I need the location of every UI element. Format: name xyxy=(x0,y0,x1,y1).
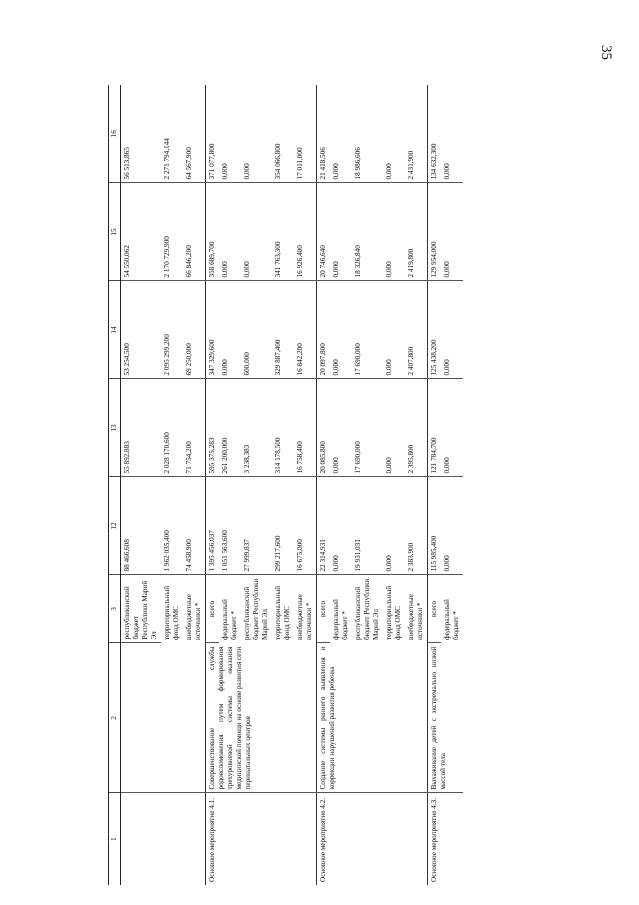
column-header: 15 xyxy=(109,183,121,281)
activity-label: Основное мероприятие 4.1. xyxy=(206,793,317,885)
table-header xyxy=(109,85,121,885)
activity-description: Выхаживание детей с экстремально низкой массой тела xyxy=(428,643,464,793)
amount-cell: 2 431,900 xyxy=(405,85,428,183)
amount-cell: 314 178,500 xyxy=(272,379,294,477)
column-header: 14 xyxy=(109,281,121,379)
amount-cell: 2 395,800 xyxy=(405,379,428,477)
amount-cell: 299 217,600 xyxy=(272,477,294,575)
table-row xyxy=(428,85,442,885)
amount-cell: 2 095 299,200 xyxy=(161,281,183,379)
amount-cell: 125 438,200 xyxy=(428,281,442,379)
amount-cell: 17 690,000 xyxy=(352,379,383,477)
amount-cell: 64 567,900 xyxy=(183,85,206,183)
activity-description xyxy=(121,643,206,793)
amount-cell: 354 066,800 xyxy=(272,85,294,183)
activity-label xyxy=(121,793,206,885)
amount-cell: 371 077,800 xyxy=(206,85,220,183)
amount-cell: 0,000 xyxy=(383,281,405,379)
funding-source: внебюджетные источники * xyxy=(185,594,202,640)
financing-table xyxy=(108,85,463,885)
amount-cell: 0,000 xyxy=(219,85,241,183)
funding-source: территориальный фонд ОМС xyxy=(385,585,402,640)
financing-table-sheet xyxy=(108,15,639,885)
amount-cell: 121 784,700 xyxy=(428,379,442,477)
amount-cell: 20 097,800 xyxy=(317,281,331,379)
amount-cell: 16 758,400 xyxy=(294,379,317,477)
amount-cell: 74 458,900 xyxy=(183,477,206,575)
table-row xyxy=(317,85,331,885)
amount-cell: 56 513,865 xyxy=(121,85,162,183)
funding-source: федеральный бюджет * xyxy=(221,599,238,640)
amount-cell: 18 986,606 xyxy=(352,85,383,183)
table-row xyxy=(206,85,220,885)
funding-source: республиканский бюджет Республики Марий Эл xyxy=(243,578,269,640)
column-header: 12 xyxy=(109,477,121,575)
amount-cell: 0,000 xyxy=(219,183,241,281)
amount-cell: 2 383,900 xyxy=(405,477,428,575)
page-number: 35 xyxy=(598,45,614,60)
amount-cell: 129 954,000 xyxy=(428,183,442,281)
amount-cell: 20 746,640 xyxy=(317,183,331,281)
amount-cell: 0,000 xyxy=(241,85,272,183)
amount-cell: 21 418,506 xyxy=(317,85,331,183)
amount-cell: 69 250,000 xyxy=(183,281,206,379)
amount-cell: 20 085,800 xyxy=(317,379,331,477)
funding-source: всего xyxy=(206,575,220,643)
header-row xyxy=(109,85,121,885)
amount-cell: 2 419,800 xyxy=(405,183,428,281)
amount-cell: 1 395 456,037 xyxy=(206,477,220,575)
amount-cell: 0,000 xyxy=(441,477,463,575)
amount-cell: 88 466,608 xyxy=(121,477,162,575)
amount-cell: 2 170 729,900 xyxy=(161,183,183,281)
table-row xyxy=(121,85,162,885)
amount-cell: 2 271 794,144 xyxy=(161,85,183,183)
funding-source: федеральный бюджет * xyxy=(443,599,460,640)
amount-cell: 0,000 xyxy=(241,183,272,281)
amount-cell: 0,000 xyxy=(330,183,352,281)
amount-cell: 71 754,200 xyxy=(183,379,206,477)
activity-label: Основное мероприятие 4.2. xyxy=(317,793,428,885)
amount-cell: 0,000 xyxy=(441,281,463,379)
funding-source: республиканский бюджет Республики Марий Эл xyxy=(121,575,162,643)
amount-cell: 27 999,837 xyxy=(241,477,272,575)
funding-source: внебюджетные источники * xyxy=(296,594,313,640)
funding-source: всего xyxy=(317,575,331,643)
activity-description: Совершенствование службы родовспоможения путем формирования трехуровневой системы оказания медицинской помощи на основе развития сети перинатальных центров xyxy=(206,643,317,793)
amount-cell: 19 931,031 xyxy=(352,477,383,575)
amount-cell: 3 238,383 xyxy=(241,379,272,477)
amount-cell: 347 329,600 xyxy=(206,281,220,379)
funding-source: внебюджетные источники * xyxy=(407,594,424,640)
amount-cell: 595 375,283 xyxy=(206,379,220,477)
amount-cell: 0,000 xyxy=(330,281,352,379)
amount-cell: 16 675,000 xyxy=(294,477,317,575)
amount-cell: 341 763,300 xyxy=(272,183,294,281)
column-header: 3 xyxy=(109,575,121,643)
column-header: 13 xyxy=(109,379,121,477)
amount-cell: 0,000 xyxy=(441,183,463,281)
amount-cell: 17 011,000 xyxy=(294,85,317,183)
amount-cell: 22 314,931 xyxy=(317,477,331,575)
activity-description: Создание системы раннего выявления и коррекции нарушений развития ребенка xyxy=(317,643,428,793)
amount-cell: 358 689,700 xyxy=(206,183,220,281)
amount-cell: 0,000 xyxy=(330,379,352,477)
funding-source: федеральный бюджет * xyxy=(332,599,349,640)
amount-cell: 53 254,500 xyxy=(121,281,162,379)
amount-cell: 0,000 xyxy=(441,379,463,477)
funding-source: территориальный фонд ОМС xyxy=(274,585,291,640)
amount-cell: 0,000 xyxy=(441,85,463,183)
amount-cell: 1 962 035,400 xyxy=(161,477,183,575)
amount-cell: 0,000 xyxy=(330,85,352,183)
amount-cell: 17 690,000 xyxy=(352,281,383,379)
column-header: 16 xyxy=(109,85,121,183)
table-body xyxy=(121,85,464,885)
funding-source: территориальный фонд ОМС xyxy=(163,585,180,640)
amount-cell: 134 632,300 xyxy=(428,85,442,183)
amount-cell: 329 887,400 xyxy=(272,281,294,379)
amount-cell: 16 842,200 xyxy=(294,281,317,379)
amount-cell: 2 028 170,600 xyxy=(161,379,183,477)
amount-cell: 16 926,400 xyxy=(294,183,317,281)
amount-cell: 0,000 xyxy=(383,379,405,477)
activity-label: Основное мероприятие 4.3. xyxy=(428,793,464,885)
amount-cell: 0,000 xyxy=(383,85,405,183)
amount-cell: 66 846,200 xyxy=(183,183,206,281)
amount-cell: 2 407,800 xyxy=(405,281,428,379)
amount-cell: 1 051 563,600 xyxy=(219,477,241,575)
amount-cell: 115 985,400 xyxy=(428,477,442,575)
amount-cell: 600,000 xyxy=(241,281,272,379)
amount-cell: 261 200,000 xyxy=(219,379,241,477)
funding-source: республиканский бюджет Республики Марий Эл xyxy=(354,578,380,640)
amount-cell: 0,000 xyxy=(219,281,241,379)
amount-cell: 0,000 xyxy=(383,183,405,281)
column-header: 2 xyxy=(109,643,121,793)
amount-cell: 54 550,062 xyxy=(121,183,162,281)
amount-cell: 0,000 xyxy=(330,477,352,575)
funding-source: всего xyxy=(428,575,442,643)
amount-cell: 55 892,883 xyxy=(121,379,162,477)
amount-cell: 18 326,840 xyxy=(352,183,383,281)
column-header: 1 xyxy=(109,793,121,885)
amount-cell: 0,000 xyxy=(383,477,405,575)
